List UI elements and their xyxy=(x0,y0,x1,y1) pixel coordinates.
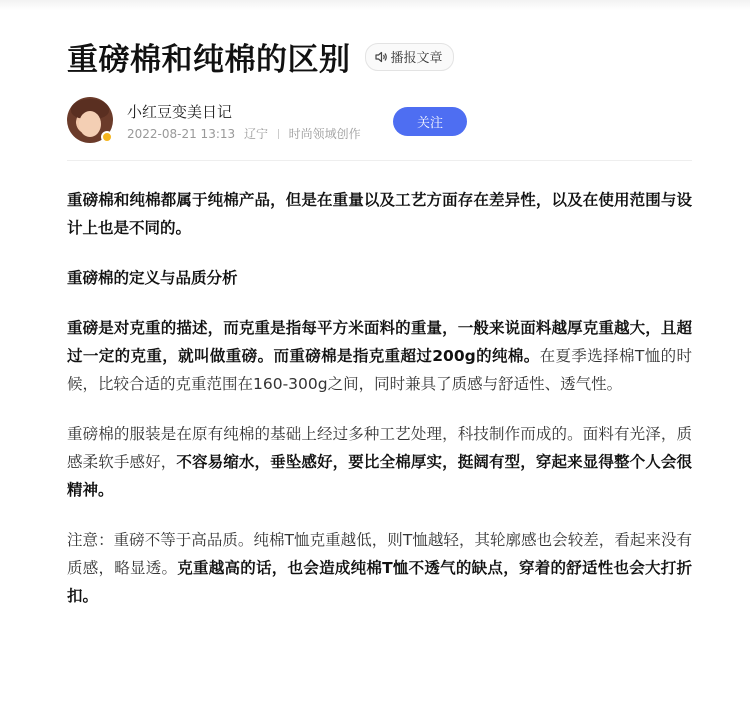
speaker-icon xyxy=(374,50,388,64)
paragraph-1 xyxy=(67,186,692,242)
paragraph-1-bold: 重磅棉和纯棉都属于纯棉产品，但是在重量以及工艺方面存在差异性，以及在使用范围与设计上也是不同的。 xyxy=(67,191,692,237)
article-body xyxy=(67,186,692,632)
author-field: 时尚领域创作 xyxy=(288,127,361,141)
listen-button[interactable] xyxy=(365,43,454,71)
article-meta xyxy=(127,125,361,142)
author-location: 辽宁 xyxy=(243,127,268,141)
paragraph-2-text: 在夏季选择棉T恤的时候，比较合适的克重范围在160-300g之间，同时兼具了质感与舒适性、透气性。 xyxy=(67,347,693,393)
paragraph-4 xyxy=(67,526,692,610)
paragraph-3-text: 重磅棉的服装是在原有纯棉的基础上经过多种工艺处理，科技制作而成的。面料有光泽，质感柔软手感好， xyxy=(67,425,692,471)
paragraph-2-bold: 重磅是对克重的描述，而克重是指每平方米面料的重量，一般来说面料越厚克重越大，且超过一定的克重，就叫做重磅。而重磅棉是指克重超过200g的纯棉。 xyxy=(67,319,692,365)
author-name[interactable]: 小红豆变美日记 xyxy=(127,103,233,121)
listen-button-label: 播报文章 xyxy=(390,51,443,66)
header-divider xyxy=(67,160,692,161)
author-row xyxy=(67,97,687,147)
section-heading: 重磅棉的定义与品质分析 xyxy=(67,269,238,287)
publish-date: 2022-08-21 13:13 xyxy=(127,127,236,141)
paragraph-2 xyxy=(67,314,692,398)
paragraph-3 xyxy=(67,420,692,504)
title-row xyxy=(67,34,454,79)
follow-button[interactable]: 关注 xyxy=(393,107,467,136)
paragraph-4-bold: 克重越高的话，也会造成纯棉T恤不透气的缺点，穿着的舒适性也会大打折扣。 xyxy=(67,559,692,605)
paragraph-4-text: 注意：重磅不等于高品质。纯棉T恤克重越低，则T恤越轻，其轮廓感也会较差，看起来没有质感，略显透。 xyxy=(67,531,692,577)
meta-divider xyxy=(278,129,279,139)
paragraph-3-bold: 不容易缩水，垂坠感好，要比全棉厚实，挺阔有型，穿起来显得整个人会很精神。 xyxy=(67,453,692,499)
verified-badge-icon xyxy=(101,131,113,143)
article-title: 重磅棉和纯棉的区别 xyxy=(67,42,351,78)
top-strip xyxy=(0,0,750,10)
